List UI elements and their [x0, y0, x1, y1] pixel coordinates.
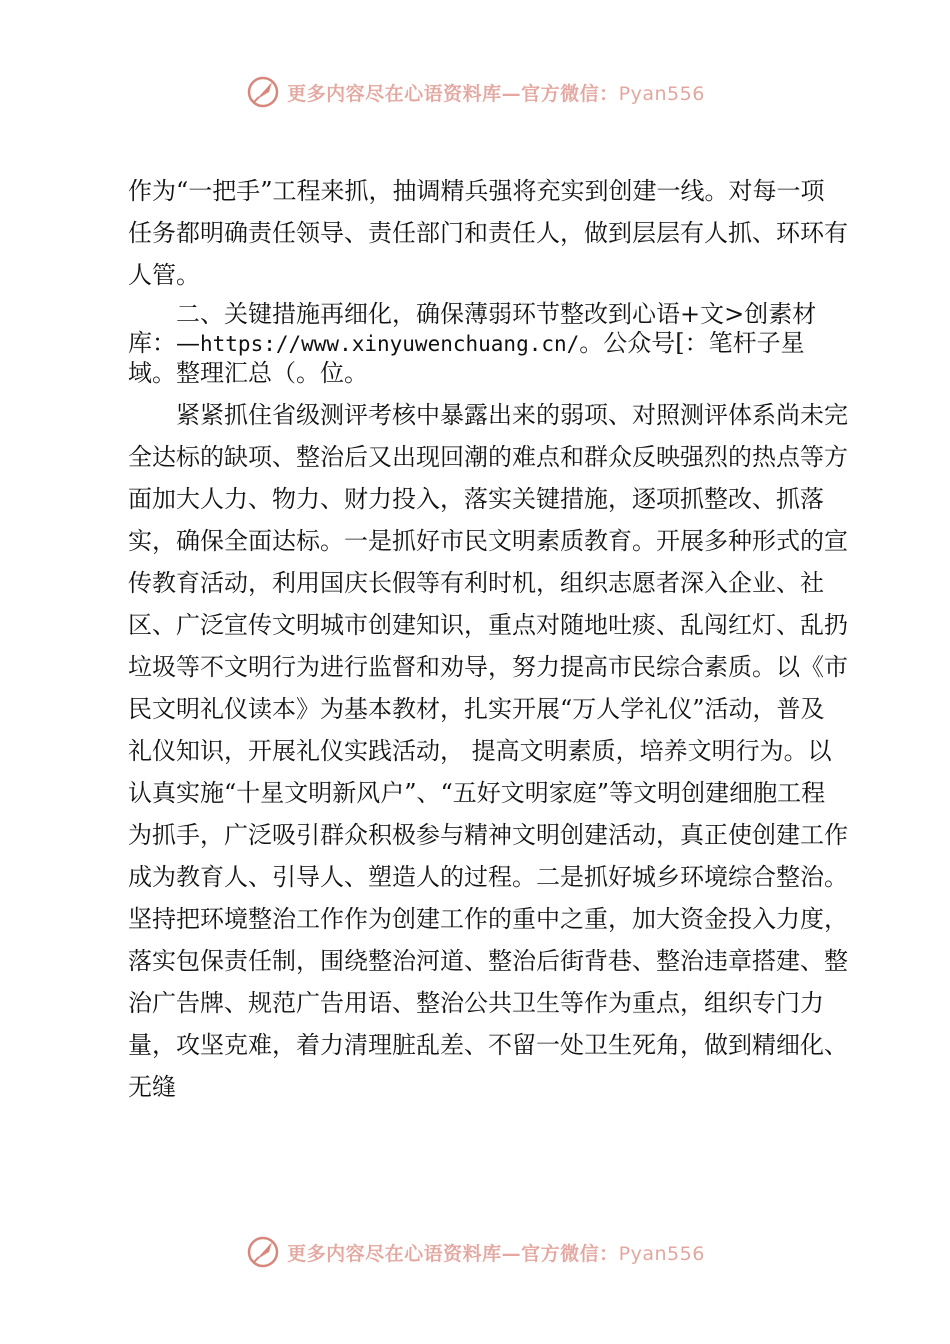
- quill-logo-icon: [245, 1234, 281, 1270]
- paragraph: 紧紧抓住省级测评考核中暴露出来的弱项、对照测评体系尚未完全达标的缺项、整治后又出现回潮的难点和群众反映强烈的热点等方面加大人力、物力、财力投入，落实关键措施，逐项抓整改、抓落实，确保全面达标。一是抓好市民文明素质教育。开展多种形式的宣传教育活动，利用国庆长假等有利时机，组织志愿者深入企业、社区、广泛宣传文明城市创建知识，重点对随地吐痰、乱闯红灯、乱扔垃圾等不文明行为进行监督和劝导，努力提高市民综合素质。以《市民文明礼仪读本》为基本教材，扎实开展“万人学礼仪”活动，普及礼仪知识，开展礼仪实践活动， 提高文明素质，培养文明行为。以认真实施“十星文明新风户”、“五好文明家庭”等文明创建细胞工程为抓手，广泛吸引群众积极参与精神文明创建活动，真正使创建工作成为教育人、引导人、塑造人的过程。二是抓好城乡环境综合整治。坚持把环境整治工作作为创建工作的重中之重，加大资金投入力度，落实包保责任制，围绕整治河道、整治后街背巷、整治违章搭建、整治广告牌、规范广告用语、整治公共卫生等作为重点，组织专门力量，攻坚克难，着力清理脏乱差、不留一处卫生死角，做到精细化、无缝: [128, 401, 848, 1101]
- source-url: https://www.xinyuwenchuang.cn/: [200, 332, 580, 356]
- footer-banner: [0, 1232, 950, 1272]
- banner-text: 更多内容尽在心语资料库—官方微信：Pyan556: [287, 82, 705, 105]
- paragraph: 作为“一把手”工程来抓，抽调精兵强将充实到创建一线。对每一项任务都明确责任领导、责任部门和责任人，做到层层有人抓、环环有人管。: [128, 177, 848, 289]
- section-heading: 二、关键措施再细化，确保薄弱环节整改到心语+文>创素材库：—https://www.xinyuwenchuang.cn/。公众号[：笔杆子星域。整理汇总（。位。: [128, 300, 817, 387]
- quill-logo-icon: [245, 74, 281, 110]
- header-banner: [0, 72, 950, 112]
- banner-text: 更多内容尽在心语资料库—官方微信：Pyan556: [287, 1242, 705, 1265]
- document-body: [128, 170, 848, 1108]
